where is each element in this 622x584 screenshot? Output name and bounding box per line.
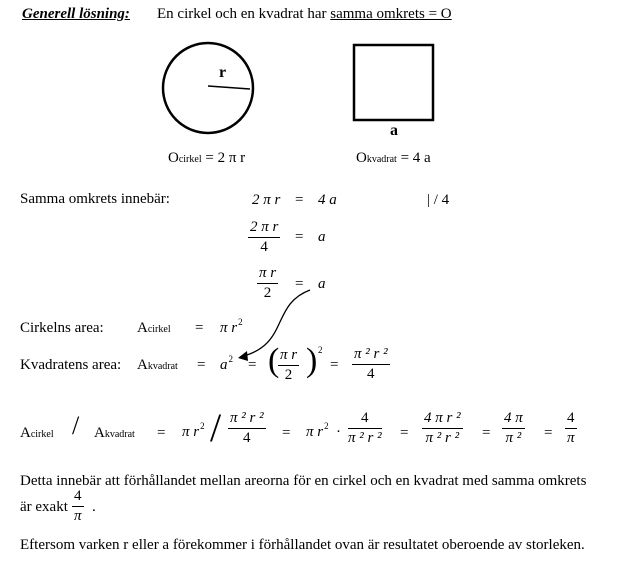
- square-area-eq2: =: [248, 357, 257, 373]
- paren-exponent: 2: [318, 345, 323, 355]
- fraction-num: 2 π r: [248, 219, 280, 238]
- line1-lhs: 2 π r: [252, 192, 281, 208]
- ratio-A2: Akvadrat: [94, 425, 135, 441]
- line2-eq: =: [295, 229, 304, 245]
- line2-rhs: a: [318, 229, 326, 245]
- ratio-t2: π $r^2$: [306, 421, 329, 440]
- perimeter-symbol: O: [356, 150, 367, 166]
- square-area-eq: =: [197, 357, 206, 373]
- square-area-eq3: =: [330, 357, 339, 373]
- square-area-rhs1: $a^2$: [220, 354, 233, 373]
- perimeter-rhs: = 4 a: [400, 150, 431, 166]
- paren-fraction: $\frac{\text{π r}}{2}$: [280, 347, 298, 383]
- ratio-f4: $\frac{4 \pi}{\text{π ²}}$: [504, 410, 523, 446]
- ratio-dot: ·: [336, 424, 341, 440]
- line1-eq: =: [295, 192, 304, 208]
- circle-perimeter: [168, 150, 245, 167]
- circle-area-symbol: Acirkel: [137, 320, 171, 336]
- fraction-den: 2: [263, 285, 272, 301]
- square-perimeter: [356, 150, 431, 167]
- ratio-big-slash: /: [210, 405, 222, 450]
- fraction-den: 4: [260, 239, 268, 255]
- ratio-t1: π $r^2$: [182, 421, 205, 440]
- square-area-result: $\frac{\text{π ² r ²}}{4}$: [354, 346, 388, 382]
- conclusion-line3: Eftersom varken r eller a förekommer i förhållandet ovan är resultatet oberoende av storleken.: [20, 537, 585, 553]
- square-side-label: a: [390, 122, 398, 139]
- left-paren: (: [268, 342, 280, 379]
- line3-eq: =: [295, 276, 304, 292]
- ratio-eq2: =: [282, 425, 291, 441]
- circle-area-eq: =: [195, 320, 204, 336]
- ratio-f5: $\frac{4}{\pi}$: [566, 410, 575, 446]
- circle-figure: [160, 40, 256, 136]
- statement-prefix: En cirkel och en kvadrat har: [157, 6, 331, 22]
- square-figure: [352, 43, 436, 123]
- square-area-label: Kvadratens area:: [20, 357, 122, 373]
- perimeter-rhs: = 2 π r: [205, 150, 246, 166]
- ratio-eq1: =: [157, 425, 166, 441]
- ratio-eq5: =: [544, 425, 553, 441]
- right-paren: ): [306, 342, 318, 379]
- perimeter-sub: kvadrat: [366, 154, 397, 165]
- heading: Generell lösning:: [22, 6, 130, 22]
- ratio-eq3: =: [400, 425, 409, 441]
- line1-rhs: 4 a: [318, 192, 337, 208]
- conclusion-fraction: $\frac{4}{\pi}$: [73, 488, 82, 524]
- conclusion-line2-suffix: .: [92, 499, 96, 515]
- ratio-f1: $\frac{\text{π ² r ²}}{4}$: [230, 410, 264, 446]
- conclusion-line2-prefix: är exakt: [20, 499, 68, 515]
- problem-statement: [157, 6, 452, 23]
- perimeter-symbol: O: [168, 150, 179, 166]
- fraction-num: π r: [257, 265, 278, 284]
- perimeter-sub: cirkel: [178, 154, 202, 165]
- statement-underlined: samma omkrets = O: [330, 6, 452, 22]
- ratio-f2: $\frac{4}{\text{π ² r ²}}$: [348, 410, 382, 446]
- conclusion-line1: Detta innebär att förhållandet mellan areorna för en cirkel och en kvadrat med samma omkrets: [20, 473, 587, 489]
- line3-rhs: a: [318, 276, 326, 292]
- circle-area-label: Cirkelns area:: [20, 320, 104, 336]
- square-area-symbol: Akvadrat: [137, 357, 178, 373]
- ratio-A1: Acirkel: [20, 425, 54, 441]
- derivation-intro: Samma omkrets innebär:: [20, 191, 170, 207]
- line1-note: | / 4: [427, 192, 450, 208]
- circle-area-rhs: π $r^2$: [220, 317, 243, 336]
- ratio-eq4: =: [482, 425, 491, 441]
- ratio-f3: $\frac{\text{4 π r ²}}{\text{π ² r ²}}$: [424, 410, 461, 446]
- circle-radius-label: r: [219, 64, 227, 81]
- ratio-slash: /: [72, 411, 80, 440]
- line2-fraction: [248, 219, 280, 256]
